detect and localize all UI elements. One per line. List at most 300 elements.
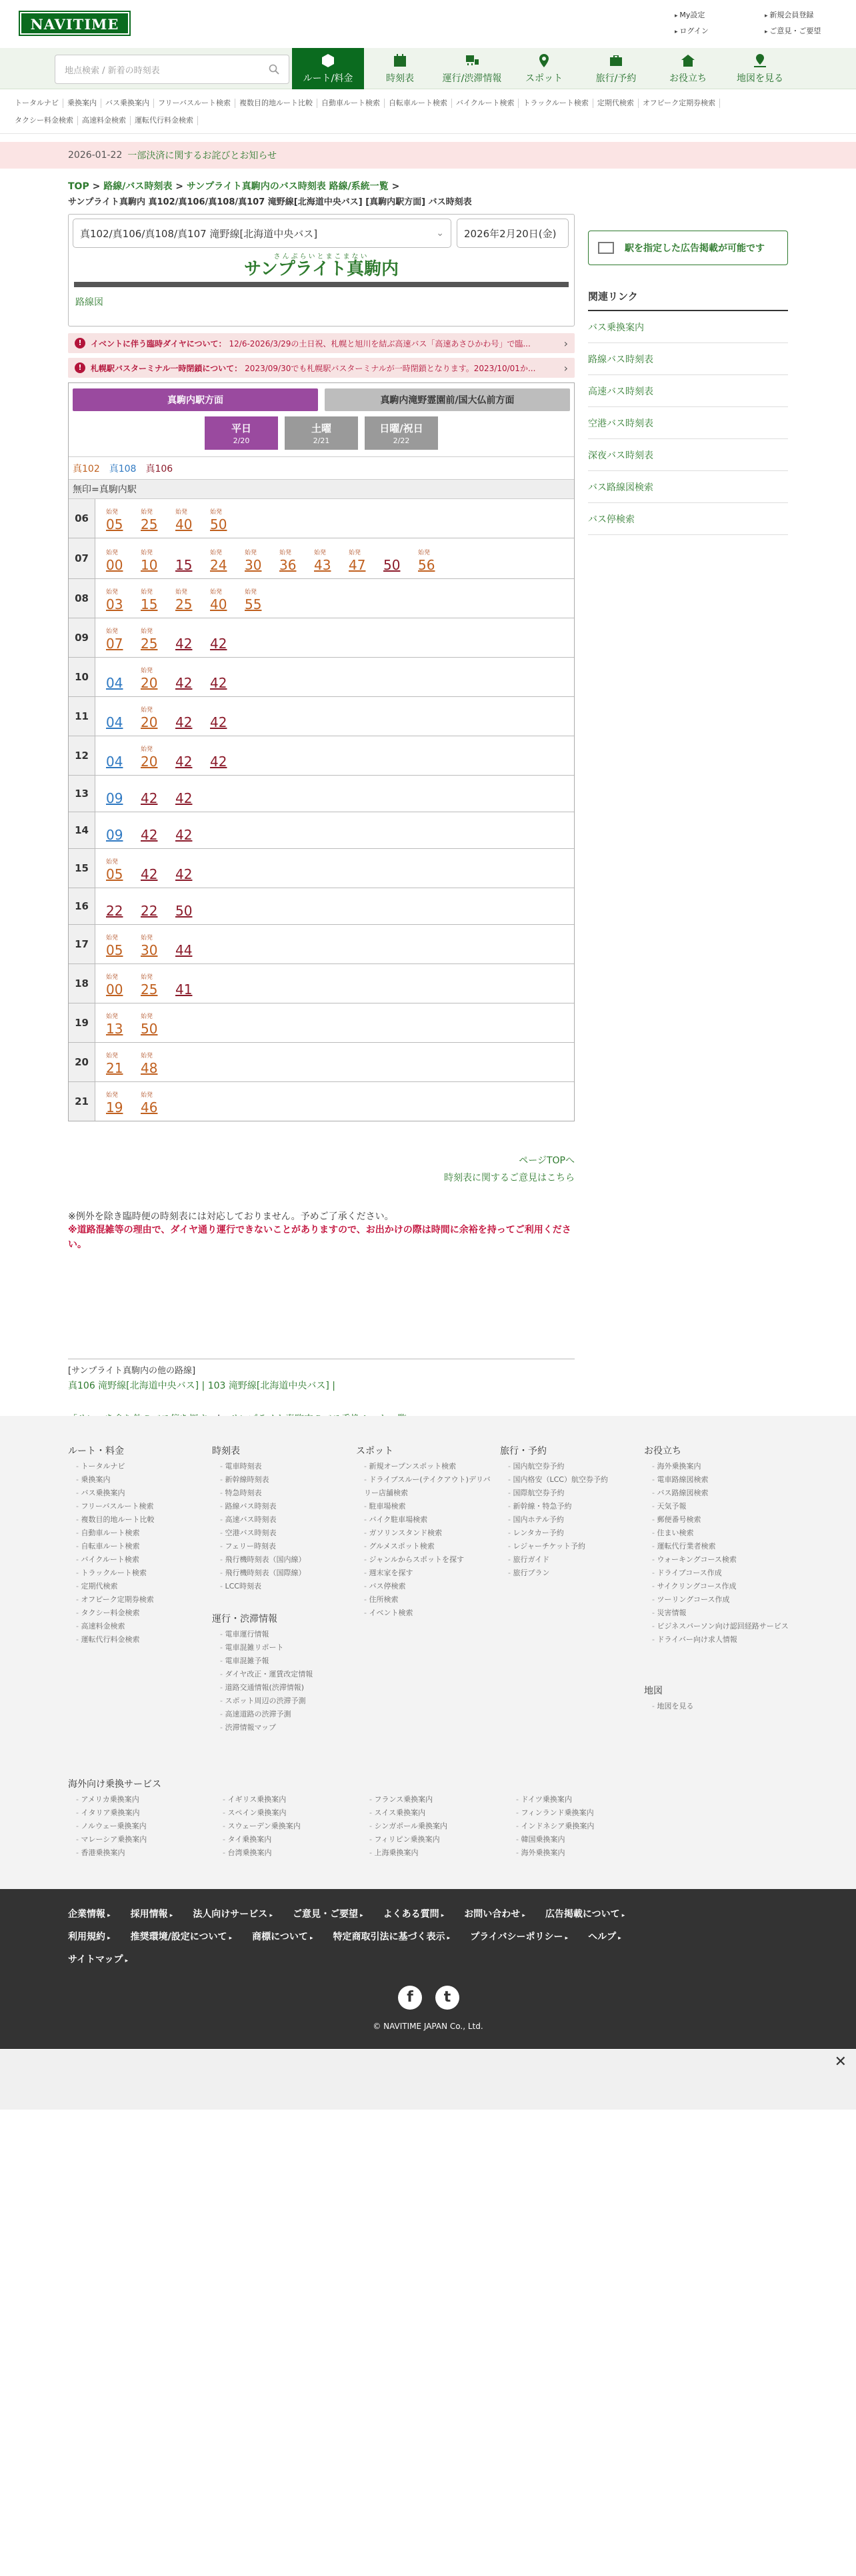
- sitemap-heading[interactable]: 運行・渋滞情報: [212, 1614, 277, 1624]
- departure-time[interactable]: [106, 667, 141, 691]
- minute-value[interactable]: 50: [210, 516, 227, 532]
- departure-time[interactable]: [106, 895, 141, 919]
- subnav-link[interactable]: タクシー料金検索: [11, 116, 78, 125]
- destination-note: 無印=真駒内駅: [69, 479, 574, 499]
- minute-value[interactable]: 15: [141, 596, 158, 612]
- departure-time[interactable]: [175, 706, 210, 730]
- departure-time[interactable]: [245, 549, 279, 573]
- sitemap-link[interactable]: - 高速道路の渋滞予測: [212, 1708, 345, 1721]
- departure-time[interactable]: [175, 508, 210, 532]
- alert-item[interactable]: [68, 333, 575, 353]
- sitemap-heading[interactable]: スポット: [356, 1446, 393, 1457]
- minute-value[interactable]: 20: [141, 675, 158, 691]
- minute-value[interactable]: 05: [106, 516, 123, 532]
- sitemap-link[interactable]: - スポット周辺の渋滞予測: [212, 1694, 345, 1708]
- sitemap-link[interactable]: - 新規オープンスポット検索: [356, 1460, 493, 1473]
- departure-time[interactable]: [141, 628, 175, 652]
- sitemap-link[interactable]: - バイク駐車場検索: [356, 1513, 493, 1527]
- sitemap-link[interactable]: - 運転代行業者検索: [644, 1540, 791, 1553]
- departure-time[interactable]: [141, 706, 175, 730]
- sitemap-link[interactable]: - 自動車ルート検索: [68, 1527, 201, 1540]
- departure-time[interactable]: [106, 1052, 141, 1076]
- minute-value[interactable]: 42: [141, 790, 158, 806]
- departure-time[interactable]: [314, 549, 349, 573]
- sitemap-link[interactable]: - 駐車場検索: [356, 1500, 493, 1513]
- hour-cell: 09: [69, 618, 95, 657]
- sitemap-link[interactable]: - インドネシア乗換案内: [508, 1820, 655, 1833]
- sitemap-link[interactable]: - 乗換案内: [68, 1473, 201, 1487]
- sitemap-link[interactable]: - 新幹線時刻表: [212, 1473, 345, 1487]
- sitemap-link[interactable]: - 地図を見る: [644, 1700, 777, 1713]
- sitemap-link[interactable]: - レンタカー予約: [500, 1527, 633, 1540]
- sitemap-link[interactable]: - 電車運行情報: [212, 1628, 345, 1641]
- minute-value[interactable]: 30: [245, 557, 262, 573]
- notice-bar[interactable]: [0, 142, 856, 169]
- subnav-link[interactable]: トータルナビ: [11, 99, 63, 108]
- register-link[interactable]: ▸ 新規会員登録: [765, 9, 848, 20]
- nav-spot[interactable]: [508, 48, 580, 89]
- sitemap-link[interactable]: - フィンランド乗換案内: [508, 1806, 655, 1820]
- subnav-link[interactable]: 定期代検索: [593, 99, 639, 108]
- sitemap-link[interactable]: - 海外乗換案内: [508, 1846, 655, 1860]
- sitemap-link[interactable]: - 自転車ルート検索: [68, 1540, 201, 1553]
- sitemap-link[interactable]: - バス路線図検索: [644, 1487, 791, 1500]
- day-tab-saturday[interactable]: [285, 416, 358, 450]
- minute-value[interactable]: 09: [106, 827, 123, 843]
- sitemap-link[interactable]: - 電車混雑リポート: [212, 1641, 345, 1654]
- subnav-link[interactable]: オフピーク定期券検索: [639, 99, 720, 108]
- sitemap-link[interactable]: - ジャンルからスポットを探す: [356, 1553, 493, 1567]
- minute-value[interactable]: 42: [210, 754, 227, 770]
- minute-value[interactable]: 30: [141, 942, 158, 958]
- footer-link[interactable]: 推奨環境/設定について ▸: [131, 1932, 233, 1942]
- related-link[interactable]: 空港バス時刻表: [588, 407, 788, 439]
- sitemap-link[interactable]: - 週末家を探す: [356, 1567, 493, 1580]
- sitemap-link[interactable]: - 高速料金検索: [68, 1620, 201, 1633]
- minute-value[interactable]: 21: [106, 1060, 123, 1076]
- sitemap-link[interactable]: - 国内格安（LCC）航空券予約: [500, 1473, 633, 1487]
- minute-value[interactable]: 42: [175, 790, 193, 806]
- minute-value[interactable]: 56: [418, 557, 435, 573]
- notice-date: 2026-01-22: [68, 150, 123, 161]
- minute-value[interactable]: 24: [210, 557, 227, 573]
- sitemap-link[interactable]: - スウェーデン乗換案内: [215, 1820, 361, 1833]
- minute-value[interactable]: 25: [141, 981, 158, 997]
- departure-time[interactable]: [210, 746, 245, 770]
- departure-time[interactable]: [210, 588, 245, 612]
- related-link[interactable]: バス乗換案内: [588, 311, 788, 343]
- minute-value[interactable]: 42: [175, 866, 193, 882]
- departure-time[interactable]: [210, 667, 245, 691]
- departure-time[interactable]: [210, 706, 245, 730]
- sitemap-link[interactable]: - ダイヤ改正・運賃改定情報: [212, 1668, 345, 1681]
- stop-name: サンプライト真駒内: [244, 259, 399, 279]
- sitemap-link[interactable]: - 旅行ガイド: [500, 1553, 633, 1567]
- sitemap-link[interactable]: - 上海乗換案内: [361, 1846, 508, 1860]
- sitemap-link[interactable]: - 新幹線・特急予約: [500, 1500, 633, 1513]
- sitemap-link[interactable]: - タクシー料金検索: [68, 1607, 201, 1620]
- sitemap-link[interactable]: - ウォーキングコース検索: [644, 1553, 791, 1567]
- minute-value[interactable]: 42: [175, 714, 193, 730]
- departure-time[interactable]: [175, 819, 210, 843]
- departure-time[interactable]: [175, 746, 210, 770]
- sitemap-link[interactable]: - バス停検索: [356, 1580, 493, 1593]
- route-select[interactable]: [73, 219, 451, 248]
- departure-time[interactable]: [175, 895, 210, 919]
- departure-time[interactable]: [210, 508, 245, 532]
- sitemap-link[interactable]: - 国内航空券予約: [500, 1460, 633, 1473]
- footer-link[interactable]: プライバシーポリシー ▸: [470, 1932, 568, 1942]
- sitemap-heading[interactable]: お役立ち: [644, 1446, 681, 1457]
- footer-link[interactable]: 企業情報 ▸: [68, 1909, 111, 1920]
- sitemap-link[interactable]: - アメリカ乗換案内: [68, 1793, 215, 1806]
- subnav-link[interactable]: バイクルート検索: [452, 99, 519, 108]
- sitemap-link[interactable]: - 国内ホテル予約: [500, 1513, 633, 1527]
- timetable-row: [69, 697, 574, 736]
- departure-time[interactable]: [141, 782, 175, 806]
- subnav-link[interactable]: バス乗換案内: [101, 99, 154, 108]
- subnav-link[interactable]: 乗換案内: [63, 99, 101, 108]
- departure-time[interactable]: [141, 973, 175, 997]
- sitemap-link[interactable]: - スイス乗換案内: [361, 1806, 508, 1820]
- minute-value[interactable]: 19: [106, 1099, 123, 1115]
- minute-value[interactable]: 20: [141, 754, 158, 770]
- sitemap-link[interactable]: - 香港乗換案内: [68, 1846, 215, 1860]
- subnav-link[interactable]: 高速料金検索: [78, 116, 131, 125]
- sitemap-heading[interactable]: ルート・料金: [68, 1446, 124, 1457]
- sitemap-link[interactable]: - ツーリングコース作成: [644, 1593, 791, 1607]
- sitemap-link[interactable]: - 天気予報: [644, 1500, 791, 1513]
- sitemap-link[interactable]: - フェリー時刻表: [212, 1540, 345, 1553]
- nav-useful[interactable]: [652, 48, 724, 89]
- minute-value[interactable]: 20: [141, 714, 158, 730]
- search-placeholder: 地点検索 / 新着の時刻表: [65, 65, 160, 76]
- login-link[interactable]: ▸ ログイン: [675, 25, 765, 36]
- sitemap-link[interactable]: - シンガポール乗換案内: [361, 1820, 508, 1833]
- direction-tab-makomanai[interactable]: 真駒内駅方面: [73, 388, 318, 411]
- sitemap-link[interactable]: - 韓国乗換案内: [508, 1833, 655, 1846]
- minute-value[interactable]: 36: [279, 557, 297, 573]
- sitemap-link[interactable]: - イベント検索: [356, 1607, 493, 1620]
- footer-link[interactable]: 法人向けサービス ▸: [193, 1909, 273, 1920]
- related-link[interactable]: バス停検索: [588, 503, 788, 535]
- footer-link[interactable]: お問い合わせ ▸: [464, 1909, 525, 1920]
- departure-time[interactable]: [175, 858, 210, 882]
- footer-link[interactable]: 利用規約 ▸: [68, 1932, 111, 1942]
- sitemap-link[interactable]: - グルメスポット検索: [356, 1540, 493, 1553]
- minute-value[interactable]: 42: [175, 675, 193, 691]
- departure-time[interactable]: [175, 973, 210, 997]
- departure-time[interactable]: [141, 858, 175, 882]
- departure-time[interactable]: [175, 628, 210, 652]
- sitemap-link[interactable]: - 飛行機時刻表（国内線）: [212, 1553, 345, 1567]
- search-input[interactable]: [55, 55, 289, 84]
- departure-time[interactable]: [106, 858, 141, 882]
- departure-time[interactable]: [210, 549, 245, 573]
- subnav-link[interactable]: トラックルート検索: [519, 99, 593, 108]
- departure-time[interactable]: [141, 746, 175, 770]
- sitemap-link[interactable]: - 渋滞情報マップ: [212, 1721, 345, 1734]
- sitemap-link[interactable]: - トラックルート検索: [68, 1567, 201, 1580]
- breadcrumb-stop-routes[interactable]: サンプライト真駒内のバス時刻表 路線/系統一覧: [186, 181, 389, 192]
- minute-value[interactable]: 00: [106, 557, 123, 573]
- minute-value[interactable]: 03: [106, 596, 123, 612]
- sitemap-link[interactable]: - ビジネスパーソン向け認回経路サービス: [644, 1620, 791, 1633]
- minute-value[interactable]: 50: [175, 903, 193, 919]
- departure-time[interactable]: [349, 549, 383, 573]
- minute-value[interactable]: 42: [210, 714, 227, 730]
- sitemap-link[interactable]: - バイクルート検索: [68, 1553, 201, 1567]
- minute-value[interactable]: 00: [106, 981, 123, 997]
- minute-value[interactable]: 13: [106, 1021, 123, 1037]
- minute-value[interactable]: 42: [210, 675, 227, 691]
- minute-value[interactable]: 22: [106, 903, 123, 919]
- nav-map[interactable]: [724, 48, 796, 89]
- departure-time[interactable]: [106, 819, 141, 843]
- footer-link[interactable]: 採用情報 ▸: [131, 1909, 173, 1920]
- minute-value[interactable]: 43: [314, 557, 331, 573]
- departure-time[interactable]: [141, 895, 175, 919]
- minute-value[interactable]: 42: [141, 827, 158, 843]
- minute-value[interactable]: 25: [141, 516, 158, 532]
- notice-text[interactable]: 一部決済に関するお詫びとお知らせ: [127, 151, 277, 161]
- sitemap-link[interactable]: - バス乗換案内: [68, 1487, 201, 1500]
- breadcrumb-bus-timetable[interactable]: 路線/バス時刻表: [103, 181, 173, 192]
- sitemap-link[interactable]: - オフピーク定期券検索: [68, 1593, 201, 1607]
- sitemap-link[interactable]: - LCC時刻表: [212, 1580, 345, 1593]
- minute-value[interactable]: 50: [383, 557, 401, 573]
- sitemap-link[interactable]: - スペイン乗換案内: [215, 1806, 361, 1820]
- subnav-link[interactable]: フリーバスルート検索: [154, 99, 235, 108]
- departure-time[interactable]: [106, 1013, 141, 1037]
- alert-item[interactable]: [68, 358, 575, 378]
- departure-time[interactable]: [175, 588, 210, 612]
- departure-time[interactable]: [141, 667, 175, 691]
- day-date: 2/21: [313, 436, 330, 445]
- minute-value[interactable]: 25: [175, 596, 193, 612]
- subnav-link[interactable]: 自動車ルート検索: [317, 99, 385, 108]
- other-routes: [68, 1359, 575, 1392]
- departure-time[interactable]: [141, 549, 175, 573]
- sitemap-link[interactable]: - 運転代行料金検索: [68, 1633, 201, 1646]
- sitemap-link[interactable]: - フランス乗換案内: [361, 1793, 508, 1806]
- twitter-icon[interactable]: t: [435, 1986, 459, 2010]
- sitemap-link[interactable]: - ガソリンスタンド検索: [356, 1527, 493, 1540]
- footer-link[interactable]: 特定商取引法に基づく表示 ▸: [333, 1932, 451, 1942]
- minute-value[interactable]: 41: [175, 981, 193, 997]
- minute-value[interactable]: 46: [141, 1099, 158, 1115]
- footer-link[interactable]: 商標について ▸: [252, 1932, 313, 1942]
- minute-value[interactable]: 25: [141, 636, 158, 652]
- sitemap-link[interactable]: - 住所検索: [356, 1593, 493, 1607]
- sitemap-link[interactable]: - イギリス乗換案内: [215, 1793, 361, 1806]
- sitemap-heading[interactable]: 海外向け乗換サービス: [68, 1779, 161, 1790]
- sitemap-heading[interactable]: 旅行・予約: [500, 1446, 547, 1457]
- related-link[interactable]: 深夜バス時刻表: [588, 439, 788, 471]
- departure-time[interactable]: [106, 588, 141, 612]
- minute-value[interactable]: 42: [175, 636, 193, 652]
- sitemap-link[interactable]: - フィリピン乗換案内: [361, 1833, 508, 1846]
- minute-value[interactable]: 05: [106, 942, 123, 958]
- direction-tab-takino[interactable]: 真駒内滝野霊園前/国大仏前方面: [325, 388, 570, 411]
- departure-time[interactable]: [175, 782, 210, 806]
- sitemap-link[interactable]: - 飛行機時刻表（国際線）: [212, 1567, 345, 1580]
- date-select[interactable]: [457, 219, 569, 248]
- minute-value[interactable]: 47: [349, 557, 366, 573]
- departure-time[interactable]: [141, 934, 175, 958]
- footer-link[interactable]: サイトマップ ▸: [68, 1954, 128, 1965]
- minute-value[interactable]: 40: [175, 516, 193, 532]
- departure-time[interactable]: [106, 746, 141, 770]
- sitemap-link[interactable]: - 台湾乗換案内: [215, 1846, 361, 1860]
- departure-time[interactable]: [141, 819, 175, 843]
- departure-time[interactable]: [106, 782, 141, 806]
- footer-link[interactable]: ヘルプ ▸: [588, 1932, 621, 1942]
- minute-value[interactable]: 42: [210, 636, 227, 652]
- nav-travel[interactable]: [580, 48, 652, 89]
- sitemap-link[interactable]: - 道路交通情報(渋滞情報): [212, 1681, 345, 1694]
- sitemap-link[interactable]: - 住まい検索: [644, 1527, 791, 1540]
- sitemap-link[interactable]: - ドライバー向け求人情報: [644, 1633, 791, 1646]
- sitemap-link[interactable]: - ノルウェー乗換案内: [68, 1820, 215, 1833]
- breadcrumb-top[interactable]: TOP: [68, 181, 89, 192]
- traffic-icon: [464, 53, 480, 69]
- origin-label: 始発: [106, 935, 119, 942]
- minute-value[interactable]: 42: [141, 866, 158, 882]
- sitemap-link[interactable]: - 電車混雑予報: [212, 1654, 345, 1668]
- route-map-link[interactable]: 路線図: [75, 297, 103, 308]
- my-settings-link[interactable]: ▸ My設定: [675, 9, 765, 20]
- departure-time[interactable]: [141, 1052, 175, 1076]
- sitemap-link[interactable]: - レジャーチケット予約: [500, 1540, 633, 1553]
- minute-value[interactable]: 07: [106, 636, 123, 652]
- timetable-feedback-link[interactable]: 時刻表に関するご意見はこちら: [444, 1173, 575, 1183]
- date-select-value: 2026年2月20日(金): [464, 227, 557, 240]
- alert-body: 12/6-2026/3/29の土日祝、札幌と旭川を結ぶ高速バス「高速あさひかわ号」で臨...: [229, 338, 531, 348]
- sitemap-link[interactable]: - ドライブスルー(テイクアウト)デリバリー店舗検索: [356, 1473, 493, 1500]
- departure-time[interactable]: [106, 706, 141, 730]
- subnav-link[interactable]: 運転代行料金検索: [131, 116, 198, 125]
- sitemap-link[interactable]: - 複数目的地ルート比較: [68, 1513, 201, 1527]
- minute-value[interactable]: 05: [106, 866, 123, 882]
- minute-value[interactable]: 42: [175, 827, 193, 843]
- related-links-heading: 関連リンク: [588, 289, 788, 311]
- nav-traffic[interactable]: [436, 48, 508, 89]
- sitemap-link[interactable]: - 旅行プラン: [500, 1567, 633, 1580]
- minute-value[interactable]: 04: [106, 754, 123, 770]
- sitemap-link[interactable]: - ドライブコース作成: [644, 1567, 791, 1580]
- related-link[interactable]: バス路線図検索: [588, 471, 788, 503]
- departure-time[interactable]: [175, 934, 210, 958]
- sitemap-link[interactable]: - 国際航空券予約: [500, 1487, 633, 1500]
- minute-value[interactable]: 55: [245, 596, 262, 612]
- minute-value[interactable]: 44: [175, 942, 193, 958]
- minute-value[interactable]: 15: [175, 557, 193, 573]
- sitemap-link[interactable]: - 電車時刻表: [212, 1460, 345, 1473]
- sitemap-heading[interactable]: 時刻表: [212, 1446, 240, 1457]
- departure-time[interactable]: [106, 934, 141, 958]
- departure-time[interactable]: [245, 588, 279, 612]
- minute-value[interactable]: 09: [106, 790, 123, 806]
- departure-time[interactable]: [106, 1091, 141, 1115]
- sitemap-link[interactable]: - トータルナビ: [68, 1460, 201, 1473]
- nav-route[interactable]: [292, 48, 364, 89]
- minute-value[interactable]: 48: [141, 1060, 158, 1076]
- departure-time[interactable]: [279, 549, 314, 573]
- sitemap-link[interactable]: - 路線バス時刻表: [212, 1500, 345, 1513]
- origin-label: 始発: [141, 1013, 153, 1020]
- departure-time[interactable]: [141, 1091, 175, 1115]
- departure-time[interactable]: [141, 508, 175, 532]
- sitemap-link[interactable]: - 海外乗換案内: [644, 1460, 791, 1473]
- sitemap-link[interactable]: - 電車路線図検索: [644, 1473, 791, 1487]
- minute-value[interactable]: 40: [210, 596, 227, 612]
- route-legend: [69, 456, 574, 479]
- sitemap-link[interactable]: - 災害情報: [644, 1607, 791, 1620]
- feedback-link[interactable]: ▸ ご意見・ご要望: [765, 25, 848, 36]
- subnav-link[interactable]: 複数目的地ルート比較: [235, 99, 317, 108]
- subnav-link[interactable]: 自転車ルート検索: [385, 99, 452, 108]
- sitemap-link[interactable]: - タイ乗換案内: [215, 1833, 361, 1846]
- day-tab-weekday[interactable]: [205, 416, 278, 450]
- departure-time[interactable]: [106, 973, 141, 997]
- minute-value[interactable]: 04: [106, 675, 123, 691]
- departure-time[interactable]: [210, 628, 245, 652]
- sitemap-link[interactable]: - イタリア乗換案内: [68, 1806, 215, 1820]
- departure-time[interactable]: [106, 549, 141, 573]
- departure-time[interactable]: [175, 667, 210, 691]
- sitemap-link[interactable]: - 定期代検索: [68, 1580, 201, 1593]
- nav-timetable[interactable]: [364, 48, 436, 89]
- related-link[interactable]: 高速バス時刻表: [588, 375, 788, 407]
- footer-link[interactable]: よくある質問 ▸: [383, 1909, 445, 1920]
- sitemap-heading[interactable]: 地図: [644, 1686, 663, 1696]
- day-tab-holiday[interactable]: [365, 416, 438, 450]
- minute-value[interactable]: 42: [175, 754, 193, 770]
- sitemap-link[interactable]: - 高速バス時刻表: [212, 1513, 345, 1527]
- pin-icon: [536, 53, 552, 69]
- minute-value[interactable]: 04: [106, 714, 123, 730]
- sitemap-link[interactable]: - サイクリングコース作成: [644, 1580, 791, 1593]
- departure-time[interactable]: [383, 549, 418, 573]
- departure-time[interactable]: [106, 628, 141, 652]
- page-top-link[interactable]: ページTOPへ: [519, 1155, 575, 1166]
- departure-time[interactable]: [106, 508, 141, 532]
- sitemap-link[interactable]: - マレーシア乗換案内: [68, 1833, 215, 1846]
- minute-value[interactable]: 50: [141, 1021, 158, 1037]
- stop-ruby: さんぷらいとまこまない: [273, 253, 369, 261]
- sitemap-link[interactable]: - 空港バス時刻表: [212, 1527, 345, 1540]
- ad-button[interactable]: [588, 231, 788, 265]
- departure-time[interactable]: [175, 549, 210, 573]
- footer-link[interactable]: ご意見・ご要望 ▸: [293, 1909, 363, 1920]
- facebook-icon[interactable]: f: [398, 1986, 422, 2010]
- sitemap-link[interactable]: - 郵便番号検索: [644, 1513, 791, 1527]
- sitemap-link[interactable]: - ドイツ乗換案内: [508, 1793, 655, 1806]
- close-icon[interactable]: ✕: [834, 2054, 847, 2070]
- departure-time[interactable]: [418, 549, 453, 573]
- departure-time[interactable]: [141, 1013, 175, 1037]
- navitime-logo[interactable]: NAVITIME: [19, 11, 131, 36]
- minute-value[interactable]: 22: [141, 903, 158, 919]
- sitemap-link[interactable]: - 特急時刻表: [212, 1487, 345, 1500]
- footer-link[interactable]: 広告掲載について ▸: [545, 1909, 625, 1920]
- other-routes-links[interactable]: 真106 滝野線[北海道中央バス] | 103 滝野線[北海道中央バス] |: [68, 1381, 335, 1391]
- minute-value[interactable]: 10: [141, 557, 158, 573]
- related-link[interactable]: 路線バス時刻表: [588, 343, 788, 375]
- departure-time[interactable]: [141, 588, 175, 612]
- sitemap-link[interactable]: - フリーバスルート検索: [68, 1500, 201, 1513]
